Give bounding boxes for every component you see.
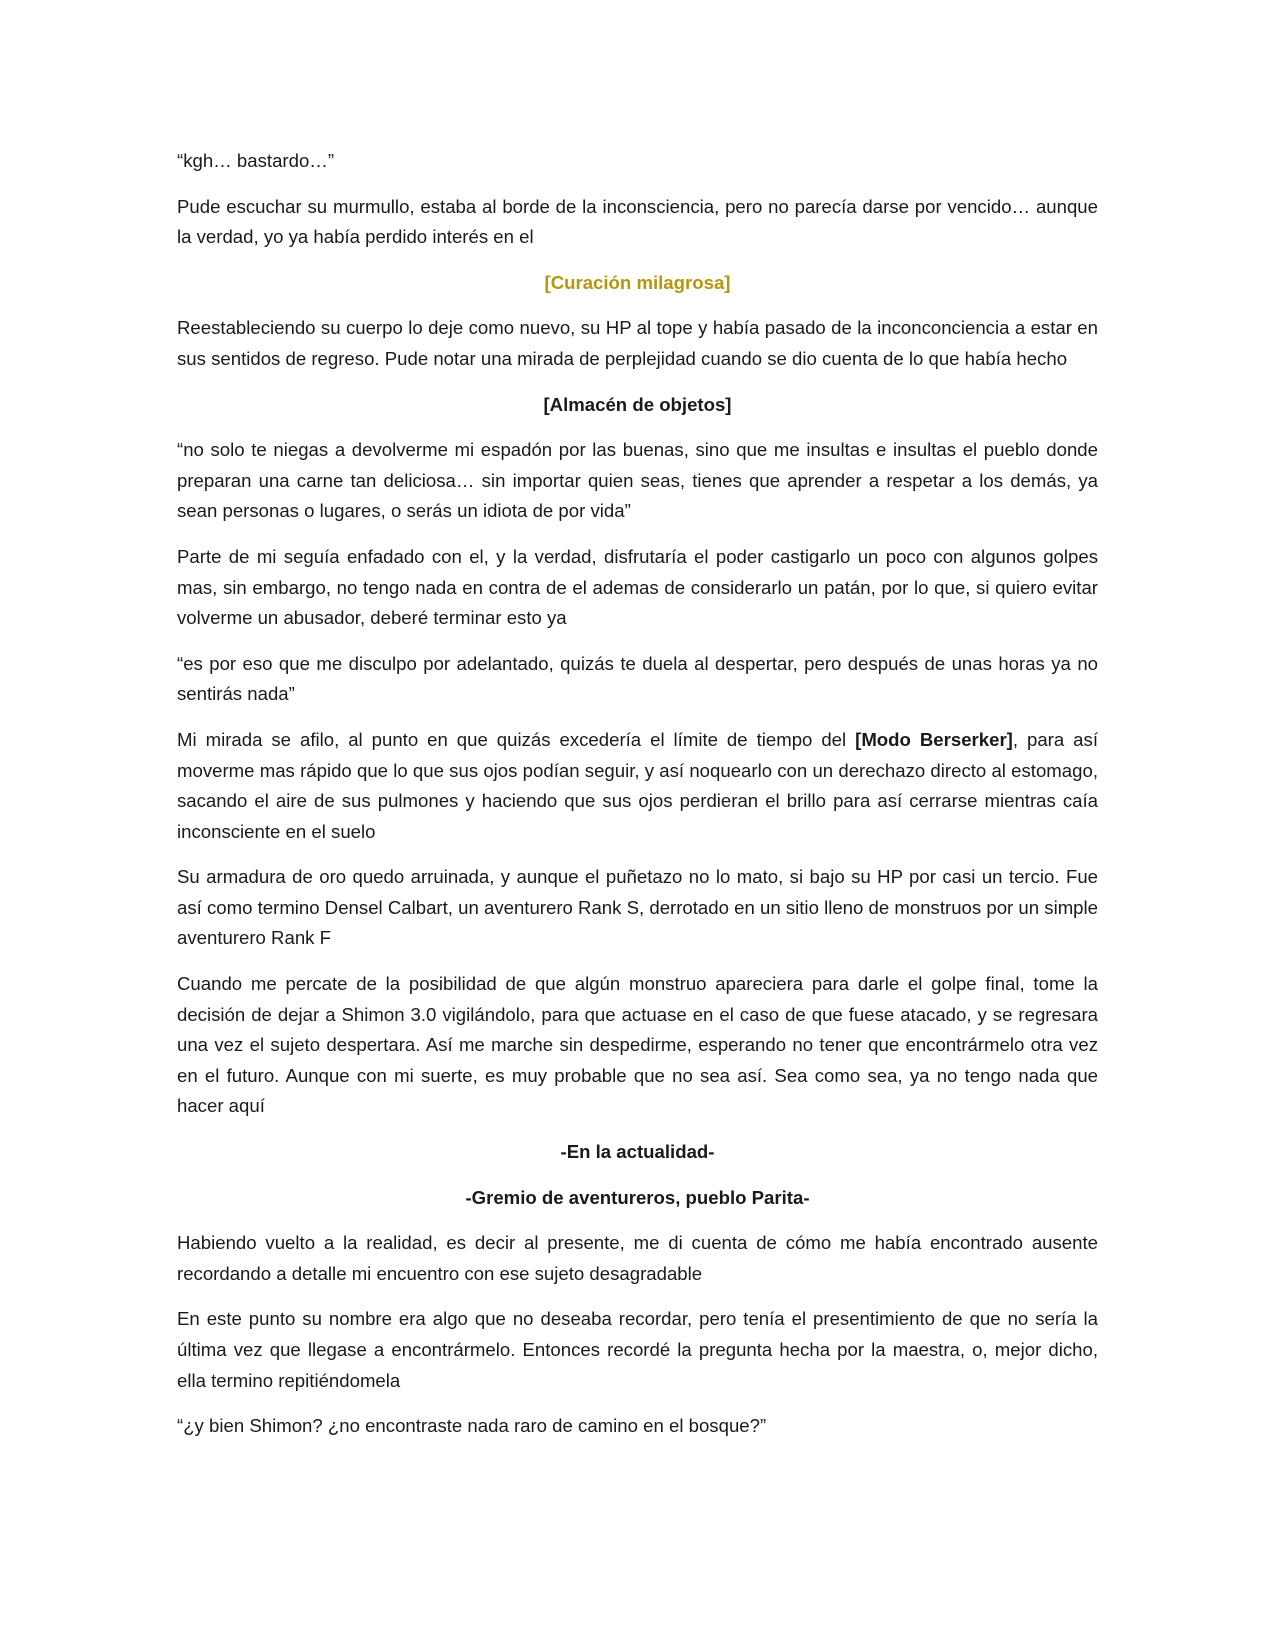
paragraph: Habiendo vuelto a la realidad, es decir al presente, me di cuenta de cómo me había encontrado ausente recordando a detalle mi encuentro con ese sujeto desagradable xyxy=(177,1232,1098,1284)
paragraph: Cuando me percate de la posibilidad de que algún monstruo apareciera para darle el golpe final, tome la decisión de dejar a Shimon 3.0 vigilándolo, para que actuase en el caso de que fuese atacado, y se regresara una vez el sujeto despertara. Así me marche sin despedirme, esperando no tener que encontrármelo otra vez en el futuro. Aunque con mi suerte, es muy probable que no sea así. Sea como sea, ya no tengo nada que hacer aquí xyxy=(177,973,1098,1117)
paragraph: En este punto su nombre era algo que no deseaba recordar, pero tenía el presentimiento de que no sería la última vez que llegase a encontrármelo. Entonces recordé la pregunta hecha por la maestra, o, mejor dicho, ella termino repitiéndomela xyxy=(177,1308,1098,1391)
paragraph: Reestableciendo su cuerpo lo deje como nuevo, su HP al tope y había pasado de la inconconciencia a estar en sus sentidos de regreso. Pude notar una mirada de perplejidad cuando se dio cuenta de lo que había hecho xyxy=(177,317,1098,369)
paragraph: Parte de mi seguía enfadado con el, y la verdad, disfrutaría el poder castigarlo un poco con algunos golpes mas, sin embargo, no tengo nada en contra de el ademas de considerarlo un patán, por lo que, si quiero evitar volverme un abusador, deberé terminar esto ya xyxy=(177,545,1098,629)
document-page xyxy=(177,146,1098,1457)
text-run: Mi mirada se afilo, al punto en que quizás excedería el límite de tiempo del xyxy=(177,728,856,750)
scene-heading-actualidad: -En la actualidad- xyxy=(560,1141,715,1163)
skill-heading-almacen: [Almacén de objetos] xyxy=(543,393,732,415)
skill-heading-curacion: [Curación milagrosa] xyxy=(544,271,731,293)
paragraph-berserker xyxy=(177,725,1098,847)
dialogue-paragraph: “es por eso que me disculpo por adelantado, quizás te duela al despertar, pero después de unas horas ya no sentirás nada” xyxy=(177,652,1098,705)
dialogue-line: “kgh… bastardo…” xyxy=(177,150,335,171)
scene-heading-location: -Gremio de aventureros, pueblo Parita- xyxy=(465,1186,810,1208)
paragraph: Su armadura de oro quedo arruinada, y aunque el puñetazo no lo mato, si bajo su HP por casi un tercio. Fue así como termino Densel Calbart, un aventurero Rank S, derrotado en un sitio lleno de monstruos por un simple aventurero Rank F xyxy=(177,866,1098,949)
dialogue-line: “¿y bien Shimon? ¿no encontraste nada raro de camino en el bosque?” xyxy=(177,1415,767,1437)
paragraph: Pude escuchar su murmullo, estaba al borde de la inconsciencia, pero no parecía darse por vencido… aunque la verdad, yo ya había perdido interés en el xyxy=(177,195,1098,248)
text-run: , para así moverme mas rápido que lo que sus ojos podían seguir, y así noquearlo con un derechazo directo al estomago, sacando el aire de sus pulmones y haciendo que sus ojos perdieran el brillo para así cerrarse mientras caía inconsciente en el suelo xyxy=(177,728,1098,842)
skill-name-bold: [Modo Berserker] xyxy=(855,728,1013,750)
dialogue-paragraph: “no solo te niegas a devolverme mi espadón por las buenas, sino que me insultas e insultas el pueblo donde preparan una carne tan deliciosa… sin importar quien seas, tienes que aprender a respetar a los demás, ya sean personas o lugares, o serás un idiota de por vida” xyxy=(177,439,1098,522)
